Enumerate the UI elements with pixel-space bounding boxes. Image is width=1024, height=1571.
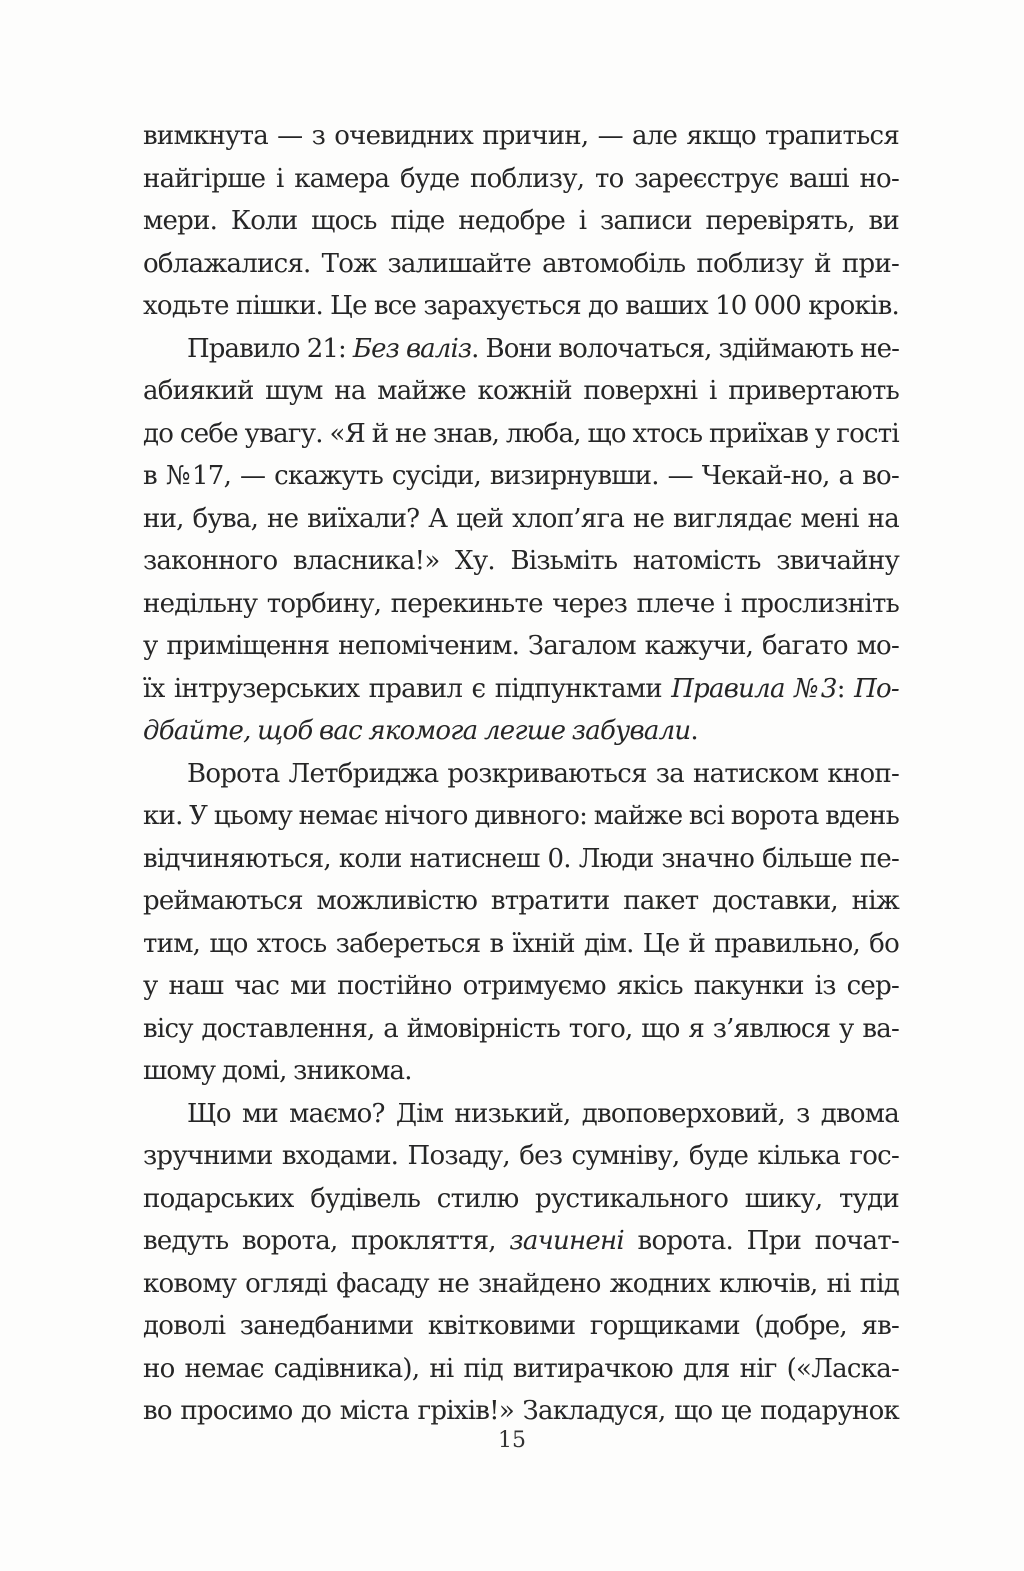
text-line	[143, 1220, 899, 1263]
page-number: 15	[498, 1428, 526, 1453]
text-line	[143, 200, 899, 243]
body-text	[143, 115, 899, 1433]
text-run: найгірше і камера буде поблизу, то зареєструє ваші но-	[143, 163, 899, 194]
text-line	[143, 1050, 899, 1093]
text-run: законного власника!» Ху. Візьміть натомість звичайну	[143, 546, 899, 576]
text-run: Що ми маємо? Дім низький, двоповерховий, з двома	[187, 1098, 899, 1129]
text-run: Правило 21:	[187, 333, 353, 364]
italic-text: зачинені	[509, 1226, 624, 1256]
text-line	[143, 668, 899, 711]
paragraph	[143, 753, 899, 1093]
text-line	[143, 115, 899, 158]
text-line	[143, 285, 899, 328]
text-line	[143, 1093, 899, 1136]
text-run: у наш час ми постійно отримуємо якісь пакунки із сер-	[143, 971, 899, 1001]
text-run: у приміщення непоміченим. Загалом кажучи, багато мо-	[143, 631, 899, 661]
text-run: ходьте пішки. Це все зарахується до ваших 10 000 кроків.	[143, 291, 899, 321]
text-run: во просимо до міста гріхів!» Закладуся, що це подарунок	[143, 1396, 899, 1426]
text-run: зручними входами. Позаду, без сумніву, буде кілька гос-	[143, 1141, 899, 1171]
text-run: тим, що хтось забереться в їхній дім. Це й правильно, бо	[143, 928, 899, 959]
text-run: їх інтрузерських правил є підпунктами	[143, 673, 672, 704]
text-run: ковому огляді фасаду не знайдено жодних ключів, ні під	[143, 1268, 899, 1299]
text-line	[143, 158, 899, 201]
italic-text: дбайте, щоб вас якомога легше забували	[143, 716, 691, 746]
text-line	[143, 880, 899, 923]
text-line	[143, 753, 899, 796]
text-line	[143, 710, 899, 753]
text-line	[143, 795, 899, 838]
text-run: недільну торбину, перекиньте через плече і прослизніть	[143, 588, 899, 619]
text-line	[143, 1008, 899, 1051]
paragraph	[143, 328, 899, 753]
text-run: но немає садівника), ні під витирачкою для ніг («Ласка-	[143, 1353, 899, 1384]
text-run: реймаються можливістю втратити пакет доставки, ніж	[143, 886, 899, 916]
text-line	[143, 1348, 899, 1391]
text-line	[143, 370, 899, 413]
text-run: абиякий шум на майже кожній поверхні і привертають	[143, 376, 899, 406]
text-run: в №17, — скажуть сусіди, визирнувши. — Чекай-но, а во-	[143, 461, 899, 491]
text-line	[143, 838, 899, 881]
paragraph	[143, 115, 899, 328]
text-run: ворота. При почат-	[623, 1226, 899, 1256]
text-run: ки. У цьому немає нічого дивного: майже всі ворота вдень	[143, 801, 899, 831]
text-run: ни, бува, не виїхали? А цей хлоп’яга не виглядає мені на	[143, 503, 899, 534]
paragraph	[143, 1093, 899, 1433]
text-run: подарських будівель стилю рустикального шику, туди	[143, 1183, 899, 1214]
text-line	[143, 923, 899, 966]
text-run: відчиняються, коли натиснеш 0. Люди значно більше пе-	[143, 843, 899, 874]
text-line	[143, 965, 899, 1008]
text-line	[143, 625, 899, 668]
text-line	[143, 1305, 899, 1348]
text-line	[143, 1178, 899, 1221]
text-line	[143, 243, 899, 286]
text-run: доволі занедбаними квітковими горщиками (добре, яв-	[143, 1311, 899, 1341]
text-run: облажалися. Тож залишайте автомобіль поблизу й при-	[143, 248, 899, 279]
italic-text: Правила №3	[671, 673, 837, 704]
text-run: . Вони волочаться, здіймають не-	[471, 333, 899, 364]
text-run: Ворота Летбриджа розкриваються за натиском кноп-	[187, 758, 899, 789]
text-line	[143, 1263, 899, 1306]
text-line	[143, 413, 899, 456]
text-run: шому домі, зникома.	[143, 1056, 412, 1086]
text-line	[143, 583, 899, 626]
text-run: ведуть ворота, прокляття,	[143, 1226, 510, 1256]
text-run: .	[690, 716, 698, 746]
text-line	[143, 1135, 899, 1178]
text-run: :	[836, 673, 855, 704]
text-line	[143, 455, 899, 498]
text-line	[143, 540, 899, 583]
text-line	[143, 498, 899, 541]
italic-text: По-	[854, 673, 899, 704]
text-run: вимкнута — з очевидних причин, — але якщо трапиться	[143, 121, 899, 151]
italic-text: Без валіз	[352, 333, 472, 364]
text-run: вісу доставлення, а ймовірність того, що я з’явлюся у ва-	[143, 1013, 899, 1044]
text-run: мери. Коли щось піде недобре і записи перевірять, ви	[143, 206, 899, 236]
text-line	[143, 328, 899, 371]
text-line	[143, 1390, 899, 1433]
text-run: до себе увагу. «Я й не знав, люба, що хтось приїхав у гості	[143, 418, 899, 449]
